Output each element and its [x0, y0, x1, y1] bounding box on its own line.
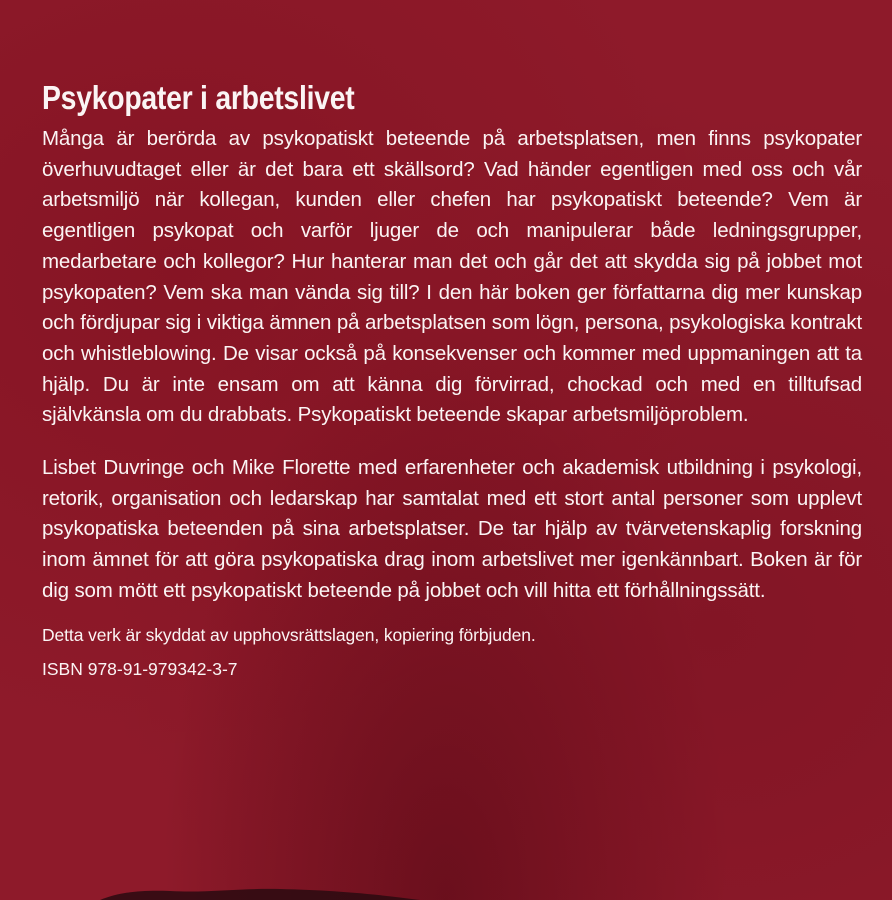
- bottom-dark-shape: [100, 886, 420, 900]
- isbn-number: ISBN 978-91-979342-3-7: [42, 658, 238, 679]
- cover-text-block: [42, 78, 862, 683]
- book-title: Psykopater i arbetslivet: [42, 79, 355, 116]
- description-paragraph-2: Lisbet Duvringe och Mike Florette med erfarenheter och akademisk utbildning i psykologi, retorik, organisation och ledarskap har samtalat med ett stort antal personer som upplevt psykopatiska beteenden på sina arbetsplatser. De tar hjälp av tvärvetenskaplig forskning inom ämnet för att göra psykopatiska drag inom arbetslivet mer igenkännbart. Boken är för dig som mött ett psykopatiskt beteende på jobbet och vill hitta ett förhållningssätt.: [42, 456, 862, 602]
- description-paragraph-1: Många är berörda av psykopatiskt beteende på arbetsplatsen, men finns psykopater överhuvudtaget eller är det bara ett skällsord? Vad händer egentligen med oss och vår arbetsmiljö när kollegan, kunden eller chefen har psykopatiskt beteende? Vem är egentligen psykopat och varför ljuger de och manipulerar både ledningsgrupper, medarbetare och kollegor? Hur hanterar man det och går det att skydda sig på jobbet mot psykopaten? Vem ska man vända sig till? I den här boken ger författarna dig mer kunskap och fördjupar sig i viktiga ämnen på arbetsplatsen som lögn, persona, psykologiska kontrakt och whistleblowing. De visar också på konsekvenser och kommer med uppmaningen att ta hjälp. Du är inte ensam om att känna dig förvirrad, chockad och med en tilltufsad självkänsla om du drabbats. Psykopatiskt beteende skapar arbetsmiljöproblem.: [42, 127, 862, 427]
- copyright-notice: Detta verk är skyddat av upphovsrättslagen, kopiering förbjuden.: [42, 624, 536, 645]
